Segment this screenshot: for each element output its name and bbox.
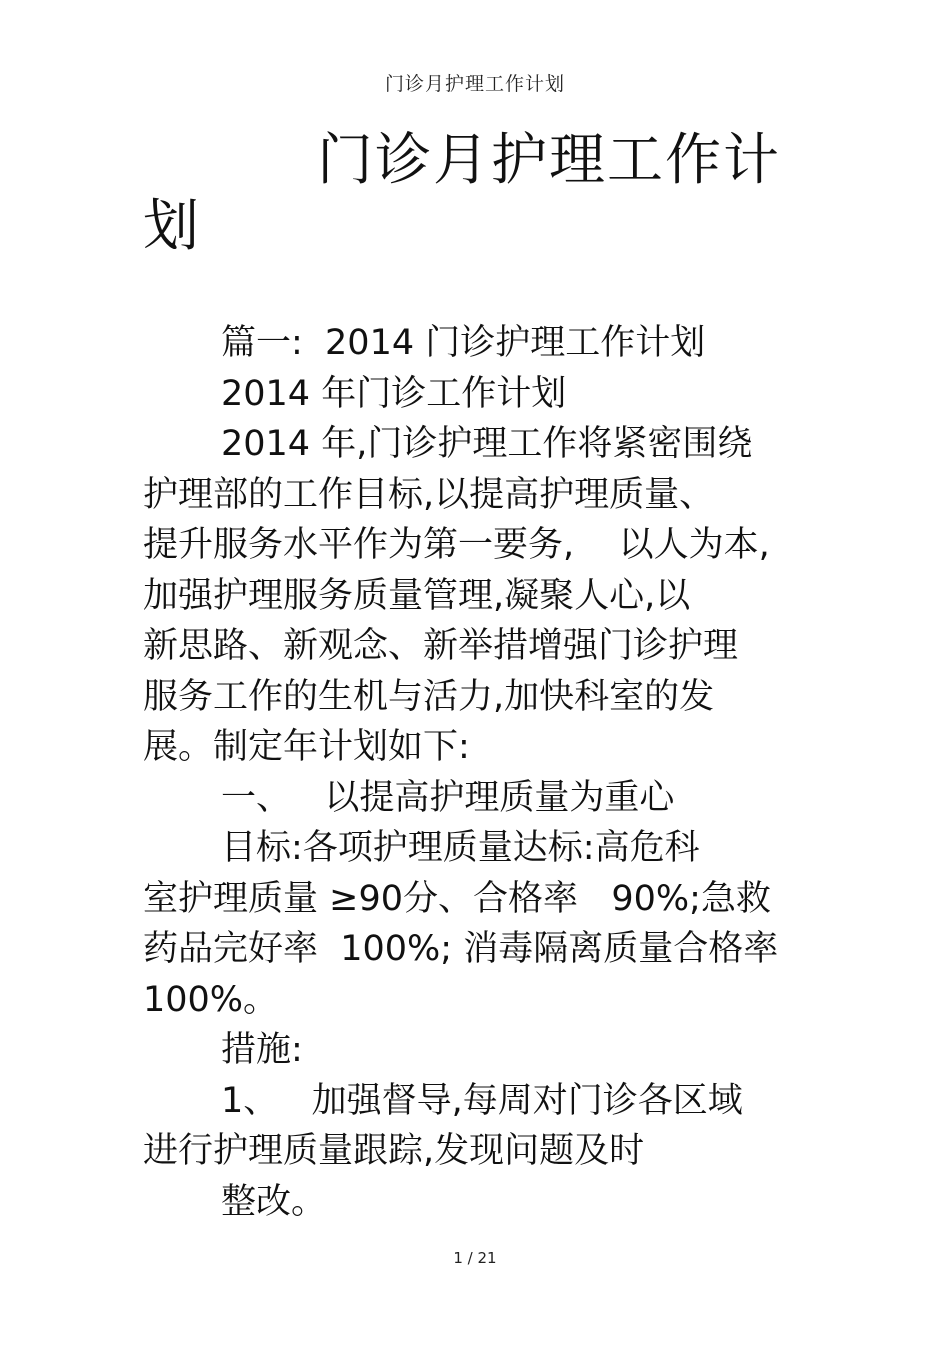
body-line: 2014 年门诊工作计划 (221, 373, 567, 414)
body-line: 目标:各项护理质量达标:高危科 (221, 828, 700, 868)
body-line: 篇一: 2014 门诊护理工作计划 (221, 323, 706, 363)
body-line: 服务工作的生机与活力,加快科室的发 (143, 676, 715, 717)
body-line: 展。制定年计划如下: (143, 727, 470, 767)
body-line: 药品完好率 100%; 消毒隔离质量合格率 (143, 929, 779, 969)
body-line: 加强护理服务质量管理,凝聚人心,以 (143, 575, 691, 616)
body-line: 一、 以提高护理质量为重心 (221, 777, 675, 818)
body-line: 提升服务水平作为第一要务, 以人为本, (143, 525, 770, 565)
body-line: 1、 加强督导,每周对门诊各区域 (221, 1080, 743, 1121)
body-line: 室护理质量 ≥90分、合格率 90%;急救 (143, 878, 771, 919)
running-header: 门诊月护理工作计划 (384, 73, 565, 95)
document-title: 门诊月护理工作计划 (143, 128, 781, 259)
body-line: 2014 年,门诊护理工作将紧密围绕 (221, 424, 753, 464)
body-line: 新思路、新观念、新举措增强门诊护理 (143, 626, 739, 666)
body-line: 措施: (221, 1030, 303, 1070)
body-line: 护理部的工作目标,以提高护理质量、 (143, 474, 715, 515)
body-line: 整改。 (221, 1181, 327, 1222)
document-body (143, 318, 823, 1227)
body-line: 100%。 (143, 979, 279, 1020)
body-line: 进行护理质量跟踪,发现问题及时 (143, 1131, 645, 1171)
page-indicator: 1 / 21 (453, 1249, 497, 1267)
